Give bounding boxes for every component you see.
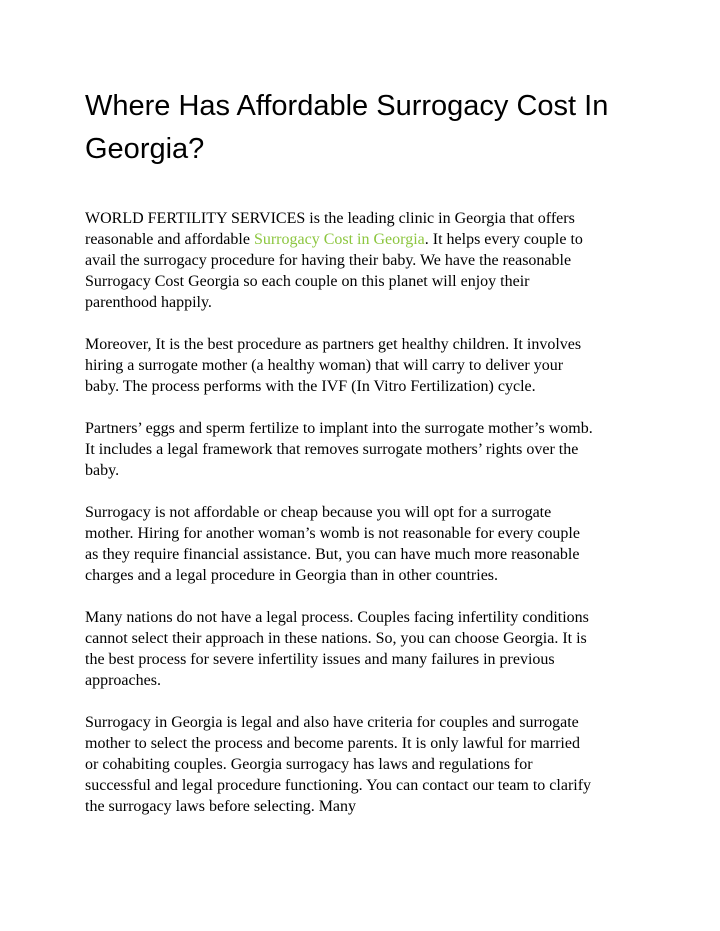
- paragraph-1: [85, 208, 595, 313]
- page-title: Where Has Affordable Surrogacy Cost In Georgia?: [85, 90, 609, 165]
- paragraph-4: Surrogacy is not affordable or cheap because you will opt for a surrogate mother. Hiring for another woman’s womb is not reasonable for every couple as they require financial assistance. But, you can have much more reasonable charges and a legal procedure in Georgia than in other countries.: [85, 504, 580, 584]
- paragraph-6: Surrogacy in Georgia is legal and also have criteria for couples and surrogate mother to select the process and become parents. It is only lawful for married or cohabiting couples. Georgia surrogacy has laws and regulations for successful and legal procedure functioning. You can contact our team to clarify the surrogacy laws before selecting. Many: [85, 714, 592, 815]
- paragraph-3: Partners’ eggs and sperm fertilize to implant into the surrogate mother’s womb. It includes a legal framework that removes surrogate mothers’ rights over the baby.: [85, 420, 593, 479]
- paragraph-1-text-before: WORLD FERTILITY SERVICES is the leading clinic in Georgia that offers reasonable and affordable: [85, 210, 575, 248]
- paragraph-1-text-after: . It helps every couple to avail the surrogacy procedure for having their baby. We have the reasonable Surrogacy Cost Georgia so each couple on this planet will enjoy their parenthood happily.: [85, 231, 583, 311]
- paragraph-5: Many nations do not have a legal process. Couples facing infertility conditions cannot select their approach in these nations. So, you can choose Georgia. It is the best process for severe infertility issues and many failures in previous approaches.: [85, 609, 589, 689]
- document-page: [85, 85, 645, 838]
- surrogacy-cost-link[interactable]: Surrogacy Cost in Georgia: [253, 231, 425, 248]
- paragraph-2: Moreover, It is the best procedure as partners get healthy children. It involves hiring a surrogate mother (a healthy woman) that will carry to deliver your baby. The process performs with the IVF (In Vitro Fertilization) cycle.: [85, 336, 582, 395]
